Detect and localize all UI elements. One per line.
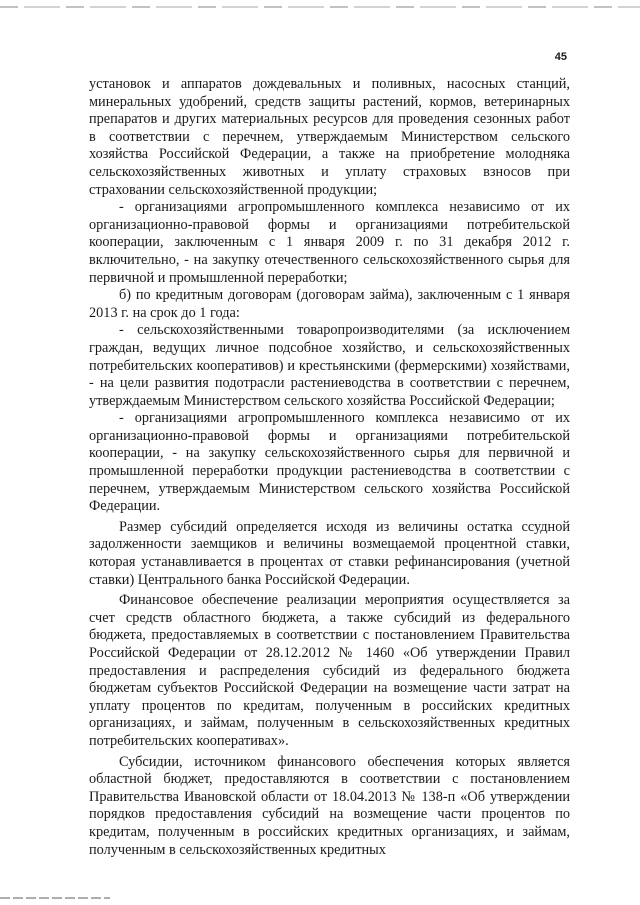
- paragraph-financing: Финансовое обеспечение реализации мероприятия осуществляется за счет средств областного бюджета, а также субсидий из федерального бюджета, предоставляемых в соответствии с постановлением Правительства Российской Федерации от 28.12.2012 № 1460 «Об утверждении Правил предоставления и распределения субсидий из федерального бюджета бюджетам субъектов Российской Федерации на возмещение части затрат на уплату процентов по кредитам, полученным в российских кредитных организациях, и займам, полученным в сельскохозяйственных кредитных потребительских кооперативах».: [89, 592, 570, 749]
- paragraph-regional-budget: Субсидии, источником финансового обеспечения которых является областной бюджет, предоставляются в соответствии с постановлением Правительства Ивановской области от 18.04.2013 № 138-п «Об утверждении порядков предоставления субсидий на возмещение части процентов по кредитам, полученным в российских кредитных организациях, и займам, полученным в сельскохозяйственных кредитных: [89, 753, 570, 858]
- paragraph-continuation: установок и аппаратов дождевальных и поливных, насосных станций, минеральных удобрений, средств защиты растений, кормов, ветеринарных препаратов и других материальных ресурсов для проведения сезонных работ в соответствии с перечнем, утверждаемым Министерством сельского хозяйства Российской Федерации, а также на приобретение молодняка сельскохозяйственных животных и уплату страховых взносов при страховании сельскохозяйственной продукции;: [89, 76, 570, 198]
- document-body: [89, 76, 570, 859]
- paragraph-agro-organizations-2013: - организациями агропромышленного комплекса независимо от их организационно-правовой формы и организациями потребительской кооперации, - на закупку сельскохозяйственного сырья для первичной и промышленной переработки продукции растениеводства в соответствии с перечнем, утверждаемым Министерством сельского хозяйства Российской Федерации.: [89, 410, 570, 515]
- paragraph-agro-organizations-2009: - организациями агропромышленного комплекса независимо от их организационно-правовой формы и организациями потребительской кооперации, заключенным с 1 января 2009 г. по 31 декабря 2012 г. включительно, - на закупку отечественного сельскохозяйственного сырья для первичной и промышленной переработки;: [89, 199, 570, 286]
- scan-edge-bottom: [0, 897, 110, 899]
- paragraph-subsidy-size: Размер субсидий определяется исходя из величины остатка ссудной задолженности заемщиков и величины возмещаемой процентной ставки, которая устанавливается в процентах от ставки рефинансирования (учетной ставки) Центрального банка Российской Федерации.: [89, 518, 570, 588]
- paragraph-producers: - сельскохозяйственными товаропроизводителями (за исключением граждан, ведущих личное подсобное хозяйство, и сельскохозяйственных потребительских кооперативов) и крестьянскими (фермерскими) хозяйствами, - на цели развития подотрасли растениеводства в соответствии с перечнем, утверждаемым Министерством сельского хозяйства Российской Федерации;: [89, 322, 570, 409]
- page-number: 45: [554, 51, 567, 63]
- paragraph-item-b: б) по кредитным договорам (договорам займа), заключенным с 1 января 2013 г. на срок до 1 года:: [89, 287, 570, 321]
- scan-edge-top: [0, 6, 640, 8]
